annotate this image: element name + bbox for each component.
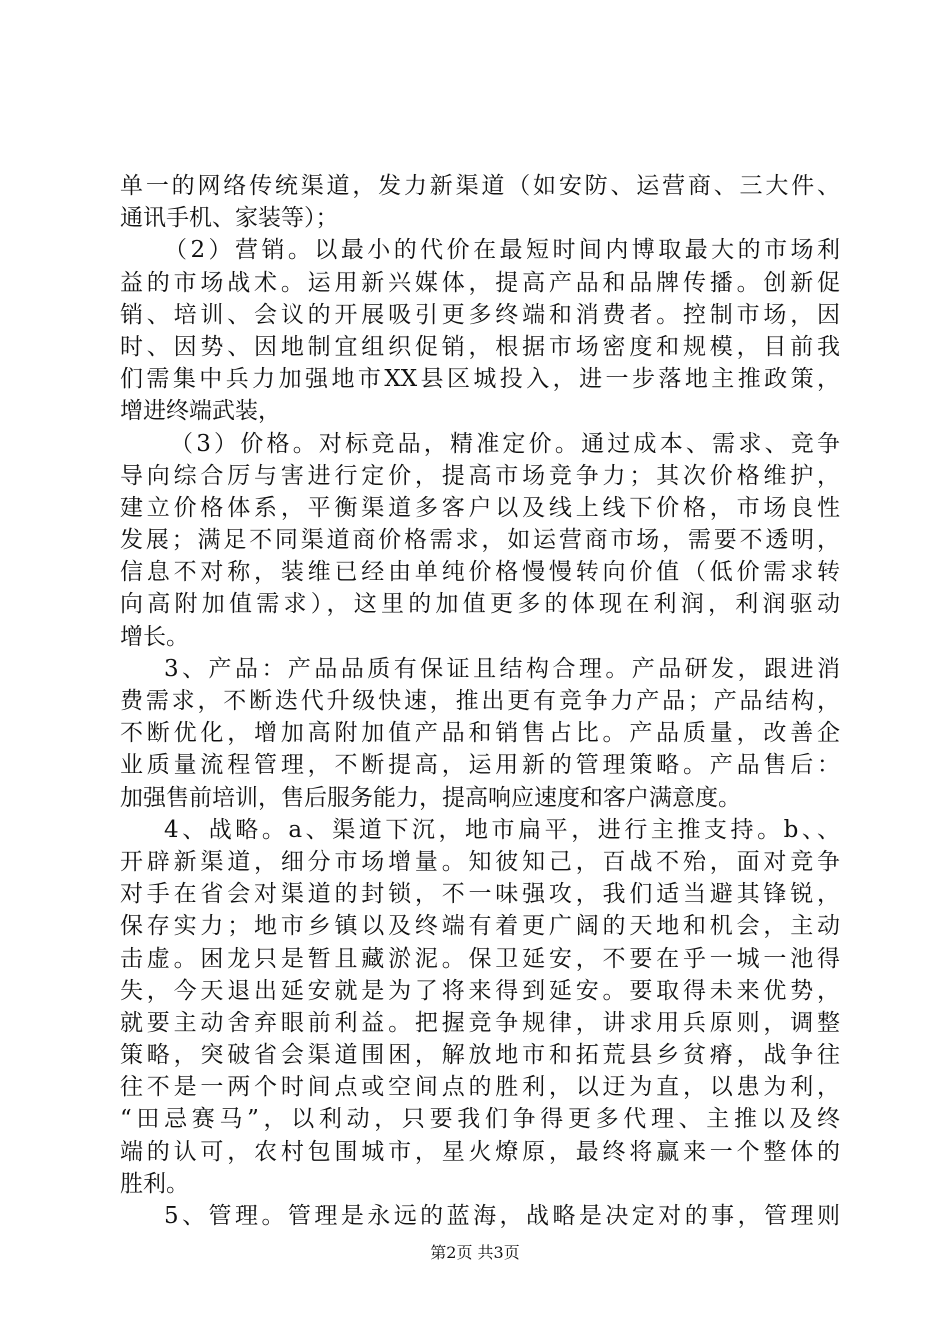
text-line: 通讯手机、家装等）；	[120, 205, 339, 232]
text-line: 保存实力；地市乡镇以及终端有着更广阔的天地和机会，主动	[120, 913, 840, 940]
text-line: 对手在省会对渠道的封锁，不一味强攻，我们适当避其锋锐，	[120, 881, 840, 908]
page-footer	[0, 1243, 950, 1263]
text-line: 往不是一两个时间点或空间点的胜利，以迂为直，以患为利，	[120, 1074, 840, 1101]
text-line: 5、管理。管理是永远的蓝海，战略是决定对的事，管理则	[164, 1203, 840, 1229]
text-line: 时、因势、因地制宜组织促销，根据市场密度和规模，目前我	[120, 333, 840, 360]
text-line: 建立价格体系，平衡渠道多客户以及线上线下价格，市场良性	[120, 494, 840, 521]
text-line: 不断优化，增加高附加值产品和销售占比。产品质量，改善企	[120, 720, 840, 747]
text-line: 4、战略。a、渠道下沉，地市扁平，进行主推支持。b、、	[164, 816, 840, 843]
text-line: 单一的网络传统渠道，发力新渠道（如安防、运营商、三大件、	[120, 173, 840, 199]
text-line: 导向综合厉与害进行定价，提高市场竞争力；其次价格维护，	[120, 462, 840, 489]
text-line: 信息不对称，装维已经由单纯价格慢慢转向价值（低价需求转	[120, 559, 840, 586]
text-line: 开辟新渠道，细分市场增量。知彼知己，百战不殆，面对竞争	[120, 848, 840, 875]
text-line: （2）营销。以最小的代价在最短时间内博取最大的市场利	[164, 237, 840, 264]
text-line: 端的认可，农村包围城市，星火燎原，最终将赢来一个整体的	[120, 1138, 840, 1165]
text-line: 加强售前培训，售后服务能力，提高响应速度和客户满意度。	[120, 784, 741, 811]
text-line: 增长。	[120, 623, 189, 650]
text-line: 胜利。	[120, 1170, 189, 1197]
text-line: 增进终端武装，	[120, 398, 281, 425]
text-line: 费需求，不断迭代升级快速，推出更有竞争力产品；产品结构，	[120, 688, 840, 714]
text-line: 益的市场战术。运用新兴媒体，提高产品和品牌传播。创新促	[120, 269, 840, 296]
text-line: 销、培训、会议的开展吸引更多终端和消费者。控制市场，因	[120, 301, 840, 328]
text-line: 向高附加值需求），这里的加值更多的体现在利润，利润驱动	[120, 591, 840, 618]
page-number-label: 第2页 共3页	[430, 1243, 520, 1262]
text-line: （3）价格。对标竞品，精准定价。通过成本、需求、竞争	[170, 430, 840, 457]
text-line: 发展；满足不同渠道商价格需求，如运营商市场，需要不透明，	[120, 527, 840, 554]
text-line: 策略，突破省会渠道围困，解放地市和拓荒县乡贫瘠，战争往	[120, 1042, 840, 1069]
text-line: 就要主动舍弃眼前利益。把握竞争规律，讲求用兵原则，调整	[120, 1009, 840, 1036]
text-line: 失，今天退出延安就是为了将来得到延安。要取得未来优势，	[120, 977, 840, 1004]
text-line: 业质量流程管理，不断提高，运用新的管理策略。产品售后：	[120, 752, 840, 779]
text-line: 3、产品：产品品质有保证且结构合理。产品研发，跟进消	[164, 655, 840, 682]
document-body	[120, 170, 840, 1232]
text-line: 们需集中兵力加强地市XX县区城投入，进一步落地主推政策，	[120, 366, 840, 393]
text-line: 击虚。困龙只是暂且藏淤泥。保卫延安，不要在乎一城一池得	[120, 945, 840, 972]
text-line: “田忌赛马”，以利动，只要我们争得更多代理、主推以及终	[120, 1106, 840, 1133]
